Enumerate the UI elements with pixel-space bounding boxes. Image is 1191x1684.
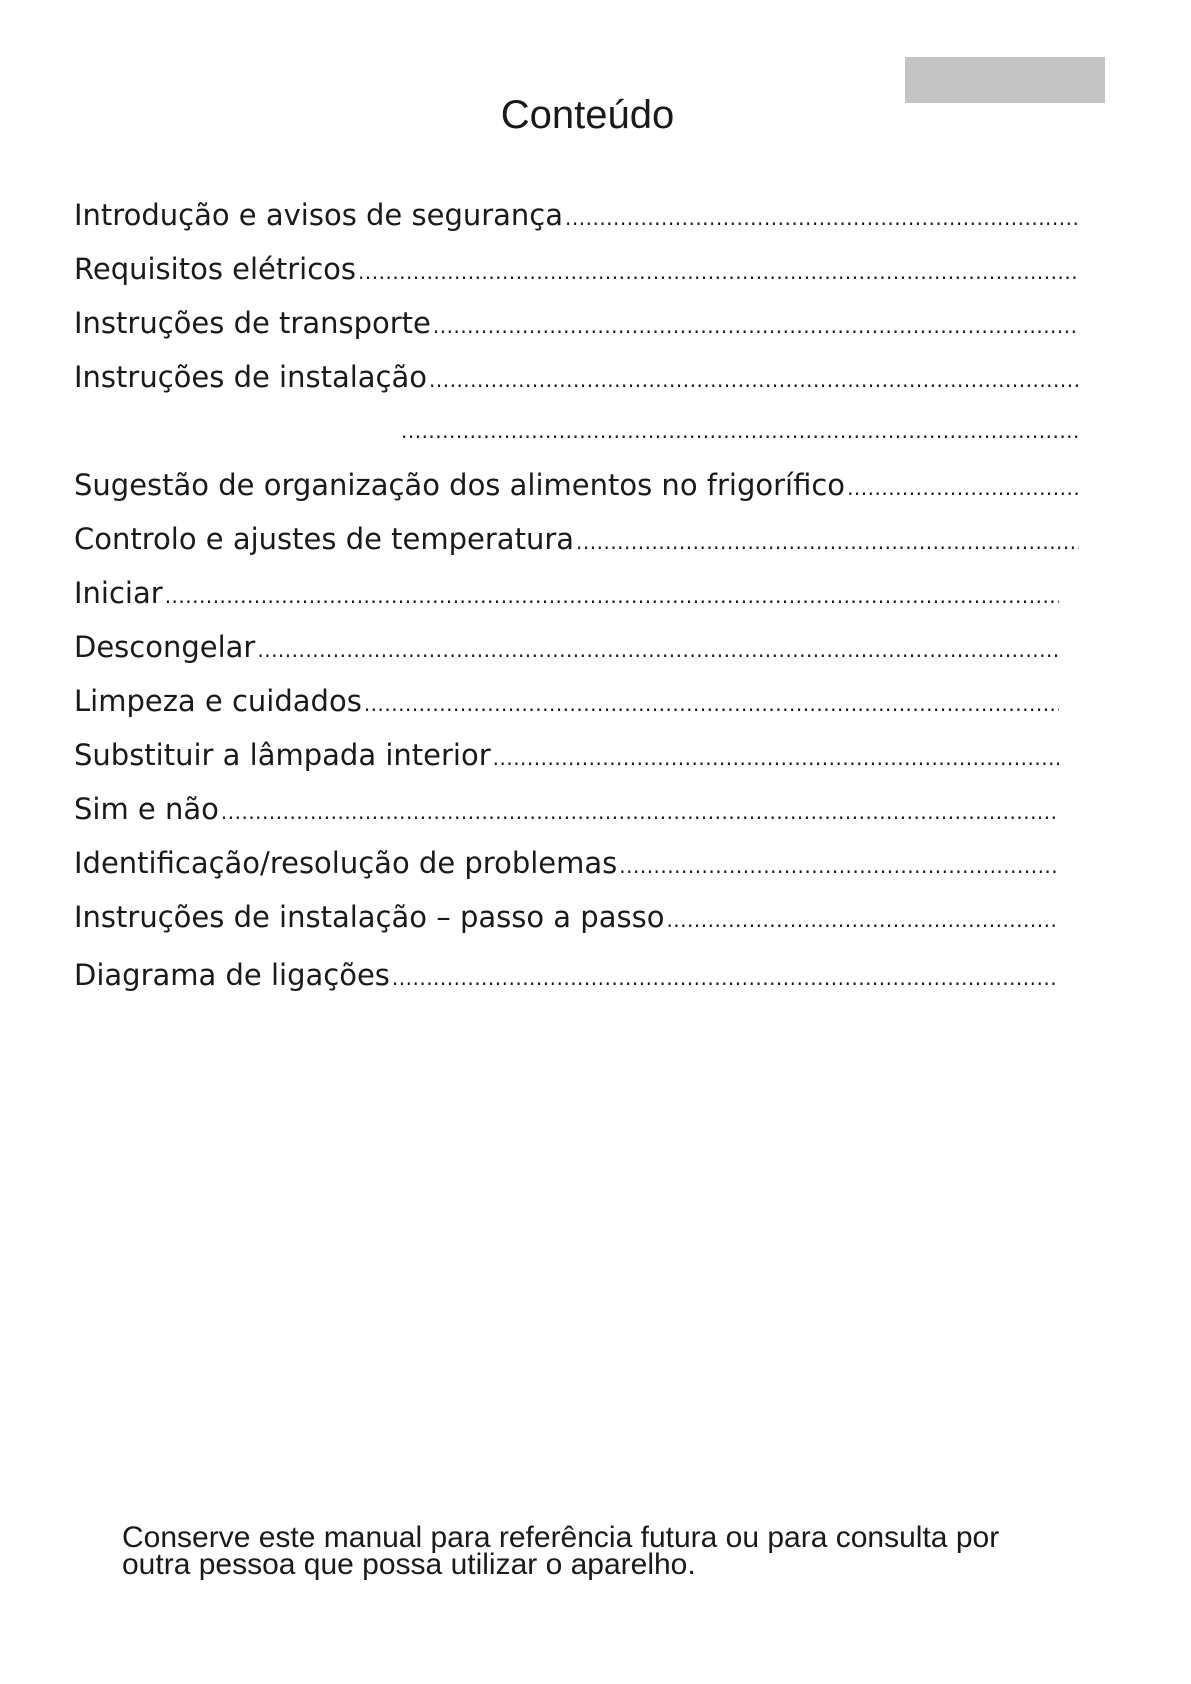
table-of-contents xyxy=(74,188,1079,1002)
toc-entry-label: Introdução e avisos de segurança xyxy=(74,198,564,232)
toc-entry xyxy=(74,620,1059,674)
toc-leader-dots xyxy=(165,569,1059,620)
toc-entry xyxy=(74,188,1079,242)
footer-note xyxy=(122,1521,1082,1581)
toc-leader-dots xyxy=(221,785,1059,836)
footer-note-line-2: outra pessoa que possa utilizar o aparelho. xyxy=(122,1548,696,1581)
toc-entry-label: Controlo e ajustes de temperatura xyxy=(74,522,575,556)
toc-entry xyxy=(74,566,1059,620)
toc-entry xyxy=(74,836,1059,890)
toc-entry xyxy=(74,458,1079,512)
toc-leader-dots xyxy=(666,893,1059,944)
toc-leader-dots xyxy=(401,404,1079,458)
toc-entry-label: Sugestão de organização dos alimentos no frigorífico xyxy=(74,468,846,502)
toc-leader-dots xyxy=(358,245,1079,296)
toc-leader-dots xyxy=(576,515,1079,566)
page-title: Conteúdo xyxy=(500,93,675,137)
toc-entry xyxy=(74,296,1079,350)
toc-entry xyxy=(74,948,1059,1002)
toc-entry-label: Limpeza e cuidados xyxy=(74,684,362,718)
toc-entry-label: Iniciar xyxy=(74,576,163,610)
toc-entry-label: Instruções de transporte xyxy=(74,306,431,340)
toc-entry-label: Diagrama de ligações xyxy=(74,958,390,992)
toc-entry-label: Substituir a lâmpada interior xyxy=(74,738,491,772)
toc-leader-dots xyxy=(257,623,1059,674)
toc-entry xyxy=(74,242,1079,296)
toc-entry xyxy=(74,350,1079,404)
toc-leader-dots xyxy=(392,951,1059,1002)
footer-note-line-1: Conserve este manual para referência futura ou para consulta por xyxy=(122,1521,1000,1554)
toc-entry-label: Instruções de instalação – passo a passo xyxy=(74,900,665,934)
toc-entry xyxy=(74,890,1059,944)
toc-entry-label: Identificação/resolução de problemas xyxy=(74,846,618,880)
toc-leader-dots xyxy=(619,839,1059,890)
toc-entry-blank xyxy=(74,404,1079,458)
toc-entry-label: Instruções de instalação xyxy=(74,360,428,394)
toc-leader-dots xyxy=(847,461,1079,512)
toc-entry-label: Requisitos elétricos xyxy=(74,252,357,286)
toc-leader-dots xyxy=(429,353,1079,404)
toc-entry xyxy=(74,512,1079,566)
toc-entry xyxy=(74,728,1059,782)
toc-leader-dots xyxy=(433,299,1079,350)
toc-entry-label: Descongelar xyxy=(74,630,256,664)
toc-entry xyxy=(74,782,1059,836)
toc-leader-dots xyxy=(364,677,1059,728)
toc-leader-dots xyxy=(493,731,1059,782)
toc-leader-dots xyxy=(565,191,1079,242)
toc-entry-label: Sim e não xyxy=(74,792,219,826)
toc-entry xyxy=(74,674,1059,728)
